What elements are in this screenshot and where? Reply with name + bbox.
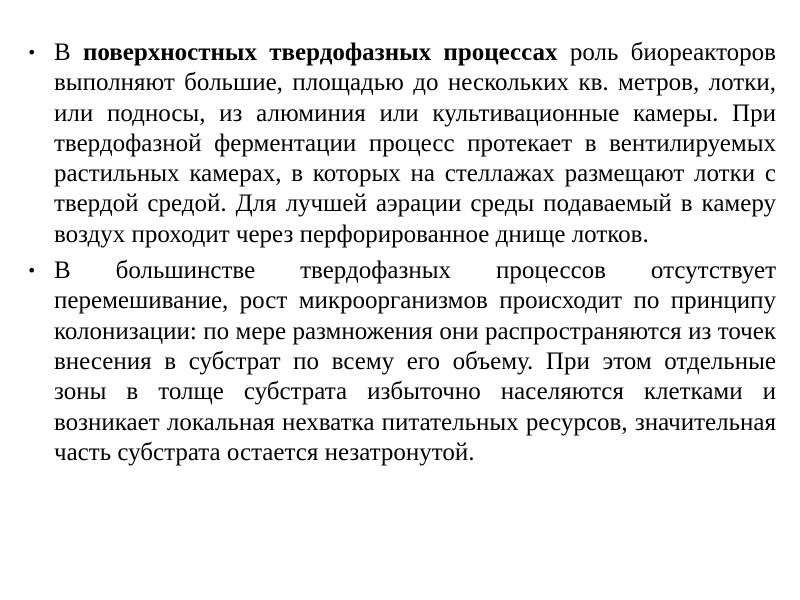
bullet-prefix: В [54,39,83,66]
bullet-text: В большинстве твердофазных процессов отсутствует перемешивание, рост микроорганизмов происходит по принципу колонизации: по мере размножения они распространяются из точек внесения в субстрат по всему его объему. При этом отдельные зоны в толще субстрата избыточно населяются клетками и возникает локальная нехватка питательных ресурсов, значительная часть субстрата остается незатронутой. [54,257,776,466]
bullet-text: роль биореакторов выполняют большие, площадью до нескольких кв. метров, лотки, или подносы, из алюминия или культивационные камеры. При твердофазной ферментации процесс протекает в вентилируемых растильных камерах, в которых на стеллажах размещают лотки с твердой средой. Для лучшей аэрации среды подаваемый в камеру воздух проходит через перфорированное днище лотков. [54,39,776,248]
bullet-list [27,38,776,474]
bullet-item-colonization [27,256,776,468]
bullet-emphasis: поверхностных твердофазных процессах [82,39,558,66]
bullet-item-surface-processes [27,38,776,250]
bullet-dot-icon: • [27,43,37,62]
bullet-dot-icon: • [27,261,37,281]
